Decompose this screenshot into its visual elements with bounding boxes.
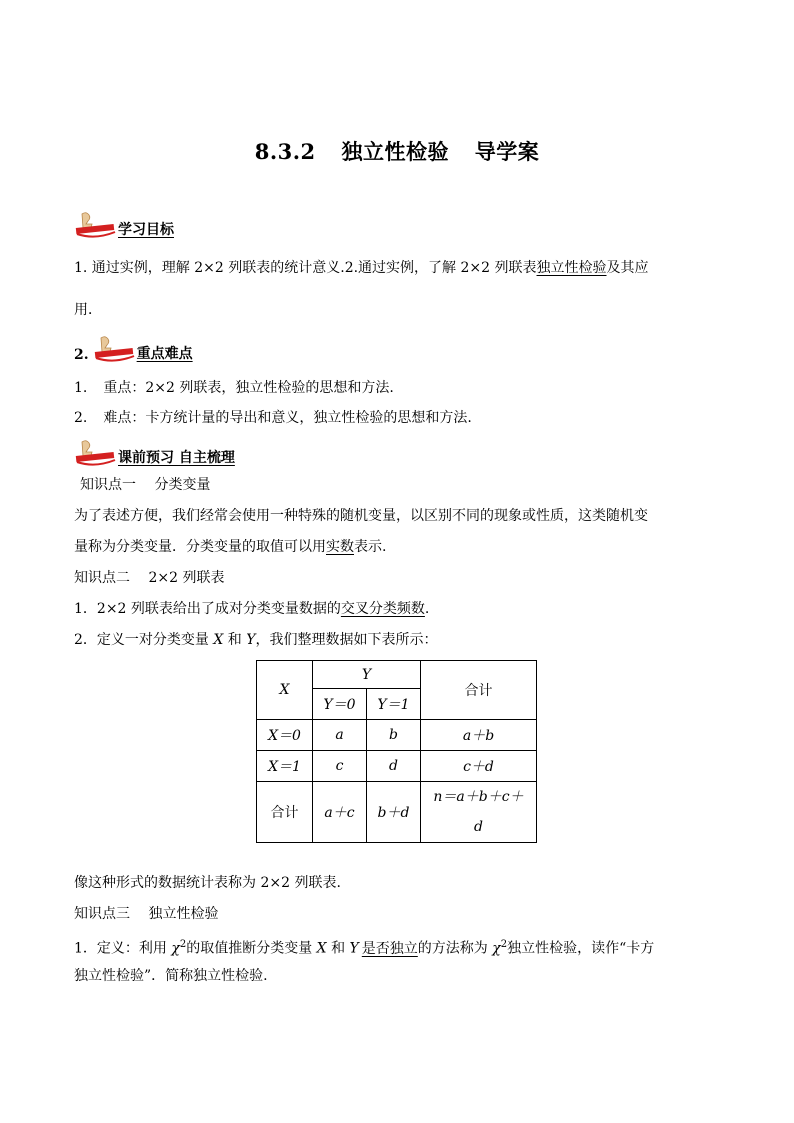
section-logo-icon: [74, 210, 118, 240]
section-prefix: 2.: [74, 347, 89, 363]
table-header-x: X: [257, 661, 313, 720]
knowledge-point-2-title: 知识点二 2×2 列联表: [74, 570, 225, 586]
table-cell: X＝0: [257, 720, 313, 751]
kp1-text-line-1: 为了表述方便，我们经常会使用一种特殊的随机变量，以区别不同的现象或性质，这类随机变: [74, 508, 648, 524]
section-logo-icon: [93, 334, 137, 364]
contingency-table: [256, 660, 537, 843]
table-header-total: 合计: [421, 661, 537, 720]
title-number: 8.3.2: [254, 139, 316, 164]
table-cell: a＋b: [421, 720, 537, 751]
title-suffix: 导学案: [474, 139, 540, 164]
key-point-2: 2. 难点：卡方统计量的导出和意义，独立性检验的思想和方法.: [74, 410, 472, 426]
section-heading-key-points: [74, 334, 193, 364]
knowledge-point-1-title: 知识点一 分类变量: [80, 477, 211, 493]
goals-line-1: 1. 通过实例，理解 2×2 列联表的统计意义.2.通过实例，了解 2×2 列联表独立性检验及其应: [74, 260, 649, 276]
goals-line-2: 用．: [74, 302, 102, 318]
table-row: [257, 751, 537, 782]
kp1-text-line-2: 量称为分类变量．分类变量的取值可以用实数表示.: [74, 539, 387, 555]
kp3-line-1: 1．定义：利用 $\chi^2$的取值推断分类变量 X 和 Y 是否独立的方法称为 $\chi^2$独立性检验，读作“卡方: [74, 939, 655, 957]
table-total-row: [257, 782, 537, 843]
table-header-y: Y: [313, 661, 421, 689]
table-cell: X＝1: [257, 751, 313, 782]
table-cell: n＝a＋b＋c＋ d: [421, 782, 537, 843]
table-header-y1: Y＝1: [367, 689, 421, 720]
goals-underlined-term: 独立性检验: [536, 260, 607, 276]
table-cell: c: [313, 751, 367, 782]
section-logo-icon: [74, 438, 118, 468]
table-row: [257, 720, 537, 751]
table-cell: b: [367, 720, 421, 751]
title-name: 独立性检验: [341, 139, 449, 164]
kp3-line-2: 独立性检验”．简称独立性检验.: [74, 968, 268, 984]
table-cell: a＋c: [313, 782, 367, 843]
after-table-text: 像这种形式的数据统计表称为 2×2 列联表.: [74, 875, 341, 891]
section-heading-preview: [74, 438, 235, 468]
table-cell: c＋d: [421, 751, 537, 782]
table-cell: b＋d: [367, 782, 421, 843]
table-cell: a: [313, 720, 367, 751]
section-heading-goals: [74, 210, 174, 240]
key-point-1: 1. 重点：2×2 列联表，独立性检验的思想和方法.: [74, 380, 394, 396]
section-heading-label: 学习目标: [118, 222, 174, 238]
table-cell: 合计: [257, 782, 313, 843]
section-heading-label: 重点难点: [136, 346, 193, 362]
knowledge-point-3-title: 知识点三 独立性检验: [74, 906, 219, 922]
kp2-line-2: 2．定义一对分类变量 X 和 Y，我们整理数据如下表所示：: [74, 632, 438, 648]
table-header-y0: Y＝0: [313, 689, 367, 720]
kp2-line-1: 1．2×2 列联表给出了成对分类变量数据的交叉分类频数.: [74, 601, 430, 617]
page-title: [0, 136, 794, 166]
section-heading-label: 课前预习 自主梳理: [118, 450, 235, 466]
table-cell: d: [367, 751, 421, 782]
